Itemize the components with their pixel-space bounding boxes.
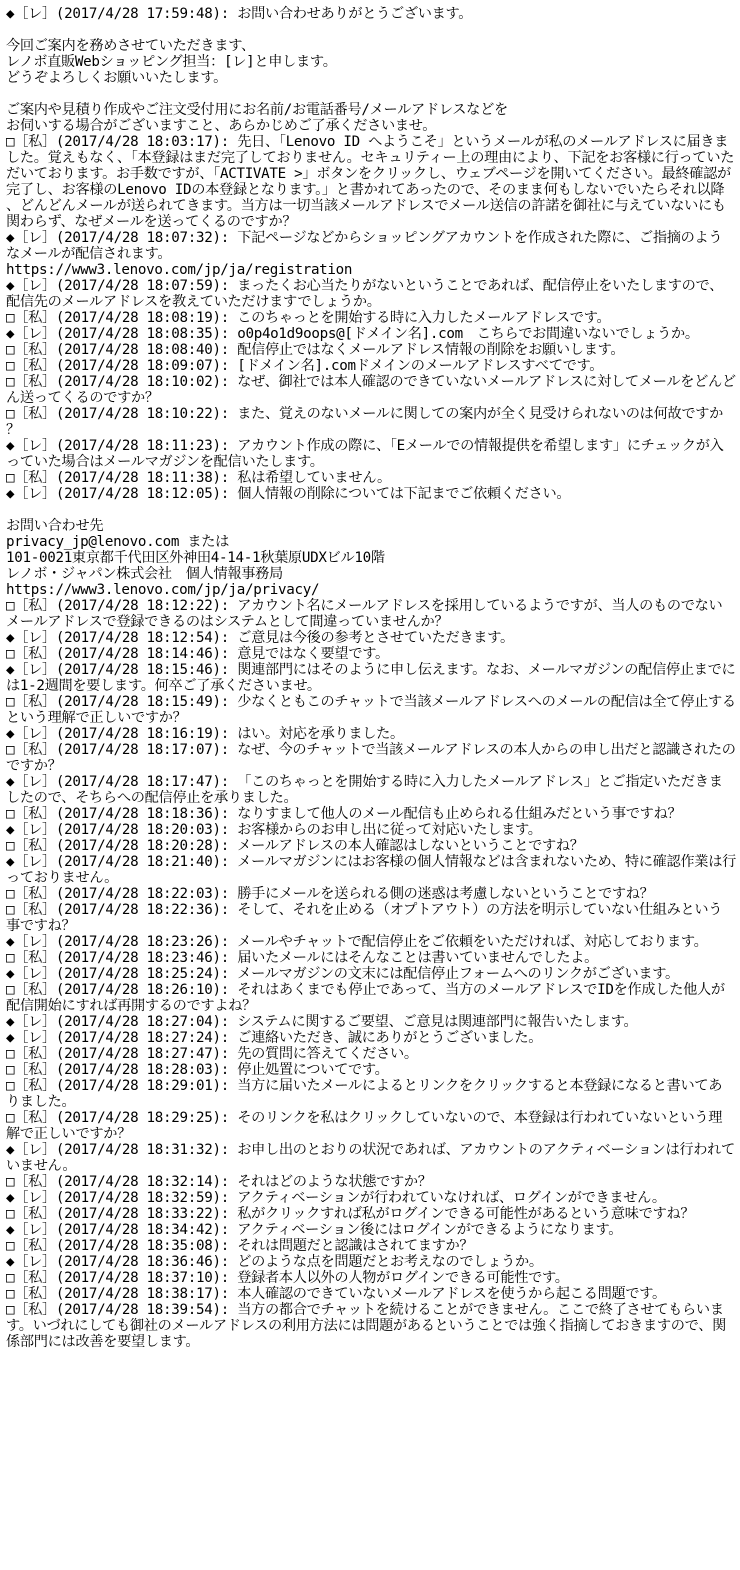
operator-message: ◆［レ］(2017/4/28 18:07:32): 下記ページなどからショッピングアカウントを作成された際に、ご指摘のようなメールが配信されます。 [6,230,723,262]
user-message: □［私］(2017/4/28 18:22:36): そして、それを止める（オプトアウト）の方法を明示していない仕組みという事ですね？ [6,902,723,934]
operator-message: ◆［レ］(2017/4/28 18:34:42): アクティベーション後にはログインができるようになります。 [6,1222,623,1238]
operator-message: ◆［レ］(2017/4/28 17:59:48): お問い合わせありがとうございます。 [6,6,473,22]
text-line: レノボ・ジャパン株式会社 個人情報事務局 [6,566,283,582]
user-message: □［私］(2017/4/28 18:23:46): 届いたメールにはそんなことは書いていませんでしたよ。 [6,950,599,966]
url-text: https://www3.lenovo.com/jp/ja/registration [6,262,353,278]
user-message: □［私］(2017/4/28 18:18:36): なりすまして他人のメール配信も止められる仕組みだという事ですね？ [6,806,682,822]
user-message: □［私］(2017/4/28 18:26:10): それはあくまでも停止であって、当方のメールアドレスでIDを作成した他人が配信開始にすれば再開するのですよね？ [6,982,725,1014]
operator-message: ◆［レ］(2017/4/28 18:08:35): o0p4o1d9oops@[ドメイン名].com こちらでお間違いないでしょうか。 [6,326,699,342]
text-line: 今回ご案内を務めさせていただきます、 [6,38,255,54]
operator-message: ◆［レ］(2017/4/28 18:25:24): メールマガジンの文末には配信停止フォームへのリンクがございます。 [6,966,679,982]
user-message: □［私］(2017/4/28 18:35:08): それは問題だと認識はされてますか？ [6,1238,474,1254]
operator-message: ◆［レ］(2017/4/28 18:27:24): ご連絡いただき、誠にありがとうございました。 [6,1030,543,1046]
operator-message: ◆［レ］(2017/4/28 18:15:46): 関連部門にはそのように申し伝えます。なお、メールマガジンの配信停止までには1-2週間を要します。何卒ご了承くださいませ。 [6,662,736,694]
text-line: お伺いする場合がございますこと、あらかじめご了承くださいませ。 [6,118,437,134]
user-message: □［私］(2017/4/28 18:08:40): 配信停止ではなくメールアドレス情報の削除をお願いします。 [6,342,625,358]
text-line: どうぞよろしくお願いいたします。 [6,70,228,86]
text-line: privacy_jp@lenovo.com または [6,534,229,550]
operator-message: ◆［レ］(2017/4/28 18:12:05): 個人情報の削除については下記までご依頼ください。 [6,486,571,502]
user-message: □［私］(2017/4/28 18:29:25): そのリンクを私はクリックしていないので、本登録は行われていないという理解で正しいですか？ [6,1110,723,1142]
user-message: □［私］(2017/4/28 18:11:38): 私は希望していません。 [6,470,391,486]
user-message: □［私］(2017/4/28 18:27:47): 先の質問に答えてください。 [6,1046,418,1062]
user-message: □［私］(2017/4/28 18:10:22): また、覚えのないメールに関しての案内が全く見受けられないのは何故ですか？ [6,406,724,438]
user-message: □［私］(2017/4/28 18:38:17): 本人確認のできていないメールアドレスを使うから起こる問題です。 [6,1286,666,1302]
user-message: □［私］(2017/4/28 18:22:03): 勝手にメールを送られる側の迷惑は考慮しないということですね？ [6,886,654,902]
user-message: □［私］(2017/4/28 18:09:07): [ドメイン名].comドメインのメールアドレスすべてです。 [6,358,604,374]
operator-message: ◆［レ］(2017/4/28 18:12:54): ご意見は今後の参考とさせていただきます。 [6,630,514,646]
user-message: □［私］(2017/4/28 18:08:19): このちゃっとを開始する時に入力したメールアドレスです。 [6,310,611,326]
operator-message: ◆［レ］(2017/4/28 18:32:59): アクティベーションが行われていなければ、ログインができません。 [6,1190,666,1206]
blank-line [6,502,736,518]
text-line: ご案内や見積り作成やご注文受付用にお名前/お電話番号/メールアドレスなどを [6,102,508,118]
user-message: □［私］(2017/4/28 18:20:28): メールアドレスの本人確認はしないということですね？ [6,838,584,854]
operator-message: ◆［レ］(2017/4/28 18:16:19): はい。対応を承りました。 [6,726,404,742]
user-message: □［私］(2017/4/28 18:03:17): 先日、「Lenovo ID へようこそ」というメールが私のメールアドレスに届きました。覚えもなく、「本登録はまだ完了しておりません。セキュリティー上の理由により、下記をお客様に行っていただいております。お手数ですが、「ACTIVATE >」ボタンをクリックし、ウェブページを開いてください。最終確認が完了し、お客様のLenovo IDの本登録となります。」と書かれてあったので、そのまま何もしないでいたらそれ以降、どんどんメールが送られてきます。当方は一切当該メールアドレスでメール送信の許諾を御社に与えていないにも関わらず、なぜメールを送ってくるのですか？ [6,134,735,230]
operator-message: ◆［レ］(2017/4/28 18:17:47): 「このちゃっとを開始する時に入力したメールアドレス」とご指定いただきましたので、そちらへの配信停止を承りました。 [6,774,723,806]
user-message: □［私］(2017/4/28 18:32:14): それはどのような状態ですか？ [6,1174,432,1190]
user-message: □［私］(2017/4/28 18:33:22): 私がクリックすれば私がログインできる可能性があるという意味ですね？ [6,1206,695,1222]
operator-message: ◆［レ］(2017/4/28 18:36:46): どのような点を問題だとお考えなのでしょうか。 [6,1254,543,1270]
user-message: □［私］(2017/4/28 18:28:03): 停止処置についてです。 [6,1062,389,1078]
operator-message: ◆［レ］(2017/4/28 18:31:32): お申し出のとおりの状況であれば、アカウントのアクティベーションは行われていません。 [6,1142,735,1174]
user-message: □［私］(2017/4/28 18:12:22): アカウント名にメールアドレスを採用しているようですが、当人のものでないメールアドレスで登録できるのはシステムとして間違っていませんか？ [6,598,723,630]
text-line: 101-0021東京都千代田区外神田4-14-1秋葉原UDXビル10階 [6,550,385,566]
user-message: □［私］(2017/4/28 18:14:46): 意見ではなく要望です。 [6,646,389,662]
operator-message: ◆［レ］(2017/4/28 18:20:03): お客様からのお申し出に従って対応いたします。 [6,822,542,838]
user-message: □［私］(2017/4/28 18:15:49): 少なくともこのチャットで当該メールアドレスへのメールの配信は全て停止するという理解で正しいですか？ [6,694,736,726]
user-message: □［私］(2017/4/28 18:37:10): 登録者本人以外の人物がログインできる可能性です。 [6,1270,569,1286]
blank-line [6,22,736,38]
operator-message: ◆［レ］(2017/4/28 18:27:04): システムに関するご要望、ご意見は関連部門に報告いたします。 [6,1014,638,1030]
user-message: □［私］(2017/4/28 18:29:01): 当方に届いたメールによるとリンクをクリックすると本登録になると書いてありました。 [6,1078,723,1110]
user-message: □［私］(2017/4/28 18:17:07): なぜ、今のチャットで当該メールアドレスの本人からの申し出だと認識されたのですか？ [6,742,736,774]
user-message: □［私］(2017/4/28 18:39:54): 当方の都合でチャットを続けることができません。ここで終了させてもらいます。いづれにしても御社のメールアドレスの利用方法には問題があるということでは強く指摘しておきますので、関係部門には改善を要望します。 [6,1302,727,1350]
user-message: □［私］(2017/4/28 18:10:02): なぜ、御社では本人確認のできていないメールアドレスに対してメールをどんどん送ってくるのですか？ [6,374,736,406]
blank-line [6,86,736,102]
operator-message: ◆［レ］(2017/4/28 18:23:26): メールやチャットで配信停止をご依頼をいただければ、対応しております。 [6,934,708,950]
operator-message: ◆［レ］(2017/4/28 18:11:23): アカウント作成の際に、「Eメールでの情報提供を希望します」にチェックが入っていた場合はメールマガジンを配信いたします。 [6,438,724,470]
operator-message: ◆［レ］(2017/4/28 18:21:40): メールマガジンにはお客様の個人情報などは含まれないため、特に確認作業は行っておりません。 [6,854,736,886]
operator-message: ◆［レ］(2017/4/28 18:07:59): まったくお心当たりがないということであれば、配信停止をいたしますので、配信先のメールアドレスを教えていただけますでしょうか。 [6,278,724,310]
text-line: レノボ直販Webショッピング担当：[レ]と申します。 [6,54,337,70]
text-line: お問い合わせ先 [6,518,104,534]
url-text: https://www3.lenovo.com/jp/ja/privacy/ [6,582,320,598]
